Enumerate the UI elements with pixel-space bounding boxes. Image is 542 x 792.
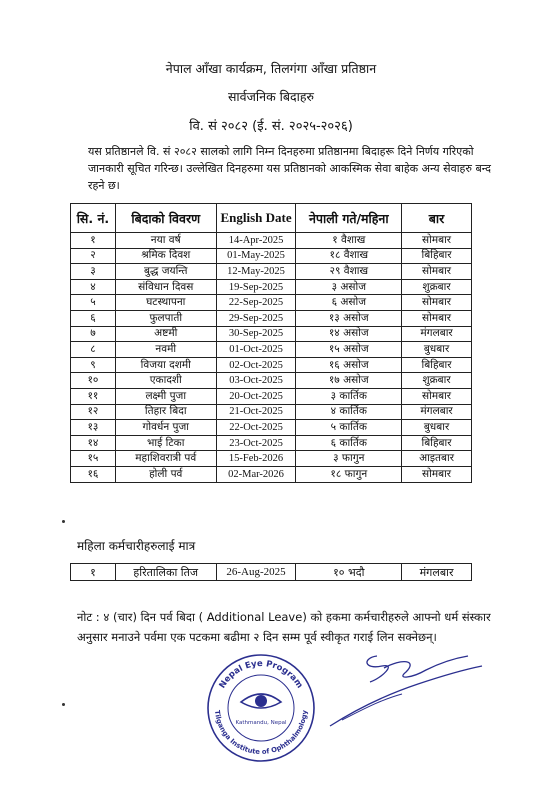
description-cell: नया वर्ष — [115, 233, 216, 249]
nepali-date-cell: १८ फागुन — [296, 466, 402, 482]
day-cell: शुक्रबार — [402, 373, 472, 389]
eye-icon — [241, 694, 281, 708]
mark-dot — [62, 703, 65, 706]
serial-cell: ६ — [71, 310, 116, 326]
english-date-cell: 21-Oct-2025 — [216, 404, 296, 420]
day-cell: बिहिबार — [402, 357, 472, 373]
table-row — [71, 564, 472, 581]
nepali-date-cell: ६ कार्तिक — [296, 435, 402, 451]
intro-paragraph: यस प्रतिष्ठानले वि. सं २०८२ सालको लागि निम्न दिनहरुमा प्रतिष्ठानमा बिदाहरू दिने निर्णय गरिएको जानकारी सूचित गरिन्छ। उल्लेखित दिनहरुमा यस प्रतिष्ठानको आकस्मिक सेवा बाहेक अन्य सेवाहरु बन्द रहने छ। — [88, 145, 491, 192]
table-row — [71, 248, 472, 264]
english-date-cell: 22-Sep-2025 — [216, 295, 296, 311]
serial-cell: १५ — [71, 451, 116, 467]
year-line: वि. सं २०८२ (ई. सं. २०२५-२०२६) — [189, 119, 353, 134]
column-header-description: बिदाको विवरण — [115, 204, 216, 233]
english-date-cell: 26-Aug-2025 — [216, 564, 296, 581]
serial-cell: १२ — [71, 404, 116, 420]
nepali-date-cell: १ वैशाख — [296, 233, 402, 249]
table-row — [71, 466, 472, 482]
description-cell: लक्ष्मी पुजा — [115, 388, 216, 404]
serial-cell: ९ — [71, 357, 116, 373]
table-row — [71, 420, 472, 436]
day-cell: सोमबार — [402, 295, 472, 311]
table-row — [71, 404, 472, 420]
column-header-day: बार — [402, 204, 472, 233]
table-row — [71, 388, 472, 404]
day-cell: सोमबार — [402, 310, 472, 326]
english-date-cell: 14-Apr-2025 — [216, 233, 296, 249]
description-cell: श्रमिक दिवश — [115, 248, 216, 264]
serial-cell: ३ — [71, 264, 116, 280]
table-row — [71, 310, 472, 326]
table-row — [71, 326, 472, 342]
nepali-date-cell: ३ असोज — [296, 279, 402, 295]
day-cell: सोमबार — [402, 233, 472, 249]
nepali-date-cell: ३ फागुन — [296, 451, 402, 467]
table-row — [71, 373, 472, 389]
description-cell: फुलपाती — [115, 310, 216, 326]
nepali-date-cell: १६ असोज — [296, 357, 402, 373]
english-date-cell: 22-Oct-2025 — [216, 420, 296, 436]
women-holiday-table — [70, 563, 472, 581]
table-row — [71, 295, 472, 311]
english-date-cell: 29-Sep-2025 — [216, 310, 296, 326]
table-header-row — [71, 204, 472, 233]
description-cell: हरितालिका तिज — [115, 564, 216, 581]
table-row — [71, 451, 472, 467]
description-cell: एकादशी — [115, 373, 216, 389]
day-cell: शुक्रबार — [402, 279, 472, 295]
english-date-cell: 19-Sep-2025 — [216, 279, 296, 295]
table-row — [71, 435, 472, 451]
column-header-serial: सि. नं. — [71, 204, 116, 233]
column-header-nepali-date: नेपाली गते/महिना — [296, 204, 402, 233]
english-date-cell: 23-Oct-2025 — [216, 435, 296, 451]
day-cell: बुधबार — [402, 342, 472, 358]
day-cell: सोमबार — [402, 264, 472, 280]
table-row — [71, 264, 472, 280]
description-cell: भाई टिका — [115, 435, 216, 451]
column-header-english-date: English Date — [216, 204, 296, 233]
nepali-date-cell: ४ कार्तिक — [296, 404, 402, 420]
day-cell: आइतबार — [402, 451, 472, 467]
serial-cell: ७ — [71, 326, 116, 342]
description-cell: विजया दशमी — [115, 357, 216, 373]
description-cell: बुद्ध जयन्ति — [115, 264, 216, 280]
serial-cell: १ — [71, 564, 116, 581]
serial-cell: २ — [71, 248, 116, 264]
table-row — [71, 357, 472, 373]
description-cell: अष्टमी — [115, 326, 216, 342]
table-row — [71, 279, 472, 295]
english-date-cell: 30-Sep-2025 — [216, 326, 296, 342]
description-cell: नवमी — [115, 342, 216, 358]
description-cell: महाशिवरात्री पर्व — [115, 451, 216, 467]
stamp-bottom-text: Tilganga Institute of Ophthalmology — [213, 709, 309, 757]
description-cell: होली पर्व — [115, 466, 216, 482]
nepali-date-cell: १३ असोज — [296, 310, 402, 326]
day-cell: मंगलबार — [402, 326, 472, 342]
nepali-date-cell: ३ कार्तिक — [296, 388, 402, 404]
english-date-cell: 20-Oct-2025 — [216, 388, 296, 404]
day-cell: सोमबार — [402, 466, 472, 482]
day-cell: बुधबार — [402, 420, 472, 436]
nepali-date-cell: १५ असोज — [296, 342, 402, 358]
women-section-title: महिला कर्मचारीहरुलाई मात्र — [77, 539, 196, 553]
english-date-cell: 01-Oct-2025 — [216, 342, 296, 358]
nepali-date-cell: १० भदौ — [296, 564, 402, 581]
holiday-table — [70, 203, 472, 483]
day-cell: सोमबार — [402, 388, 472, 404]
nepali-date-cell: २९ वैशाख — [296, 264, 402, 280]
nepali-date-cell: ६ असोज — [296, 295, 402, 311]
org-name: नेपाल आँखा कार्यक्रम, तिलगंगा आँखा प्रतिष्ठान — [165, 61, 377, 76]
page-title: सार्वजनिक बिदाहरु — [227, 89, 315, 104]
description-cell: संविधान दिवस — [115, 279, 216, 295]
english-date-cell: 01-May-2025 — [216, 248, 296, 264]
day-cell: मंगलबार — [402, 564, 472, 581]
english-date-cell: 03-Oct-2025 — [216, 373, 296, 389]
english-date-cell: 15-Feb-2026 — [216, 451, 296, 467]
day-cell: मंगलबार — [402, 404, 472, 420]
serial-cell: १६ — [71, 466, 116, 482]
description-cell: घटस्थापना — [115, 295, 216, 311]
description-cell: गोवर्धन पुजा — [115, 420, 216, 436]
serial-cell: ५ — [71, 295, 116, 311]
nepali-date-cell: १८ वैशाख — [296, 248, 402, 264]
mark-dot — [62, 520, 65, 523]
table-row — [71, 233, 472, 249]
institution-stamp — [205, 652, 317, 764]
nepali-date-cell: ५ कार्तिक — [296, 420, 402, 436]
signature — [322, 648, 492, 738]
nepali-date-cell: १७ असोज — [296, 373, 402, 389]
description-cell: तिहार बिदा — [115, 404, 216, 420]
nepali-date-cell: १४ असोज — [296, 326, 402, 342]
day-cell: बिहिबार — [402, 248, 472, 264]
day-cell: बिहिबार — [402, 435, 472, 451]
serial-cell: ४ — [71, 279, 116, 295]
serial-cell: १३ — [71, 420, 116, 436]
stamp-center-text: Kathmandu, Nepal — [235, 720, 287, 726]
note-paragraph: नोट : ४ (चार) दिन पर्व बिदा ( Additional Leave) को हकमा कर्मचारीहरुले आफ्नो धर्म संस्कार अनुसार मनाउने पर्वमा एक पटकमा बढीमा २ दिन सम्म पूर्व स्वीकृत गराई लिन सक्नेछन्। — [77, 610, 491, 644]
table-row — [71, 342, 472, 358]
stamp-top-text: Nepal Eye Program — [217, 658, 305, 691]
serial-cell: १० — [71, 373, 116, 389]
english-date-cell: 02-Oct-2025 — [216, 357, 296, 373]
english-date-cell: 02-Mar-2026 — [216, 466, 296, 482]
serial-cell: ११ — [71, 388, 116, 404]
english-date-cell: 12-May-2025 — [216, 264, 296, 280]
serial-cell: १ — [71, 233, 116, 249]
serial-cell: ८ — [71, 342, 116, 358]
serial-cell: १४ — [71, 435, 116, 451]
